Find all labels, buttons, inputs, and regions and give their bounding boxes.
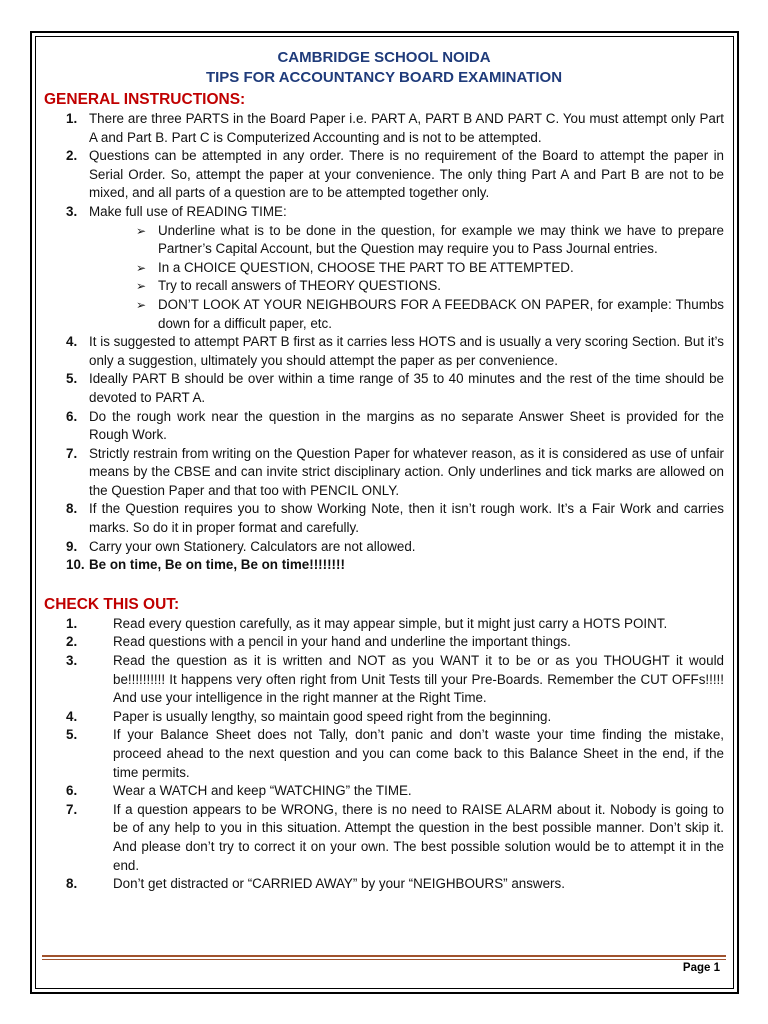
bullet-text: Try to recall answers of THEORY QUESTIONS.	[158, 278, 442, 294]
item-text: If a question appears to be WRONG, there is no need to RAISE ALARM about it. Nobody is going to be of any help to you in this situation. Attempt the question in the best possible manner. Don’t skip it. And please don’t try to correct it on your own. The best possible solution would be to attempt it in the end.	[113, 801, 724, 873]
item-number: 3.	[66, 653, 78, 669]
item-text: If your Balance Sheet does not Tally, don’t panic and don’t waste your time finding the mistake, proceed ahead to the next question and you can come back to this Balance Sheet in the end, if the time permits.	[113, 727, 724, 780]
item-number: 5.	[66, 727, 78, 743]
general-instructions-list	[44, 110, 724, 222]
list-item	[44, 726, 724, 782]
list-item	[44, 633, 724, 652]
item-number: 7.	[66, 801, 78, 817]
document-subtitle: TIPS FOR ACCOUNTANCY BOARD EXAMINATION	[205, 69, 563, 86]
item-number: 5.	[66, 371, 78, 387]
list-item	[44, 203, 724, 222]
arrow-bullet-icon: ➢	[136, 297, 147, 312]
list-item	[44, 333, 724, 370]
list-item	[44, 110, 724, 147]
arrow-bullet-icon: ➢	[136, 260, 147, 275]
list-item	[44, 445, 724, 501]
item-text: It is suggested to attempt PART B first as it carries less HOTS and is usually a very scoring Section. But it’s only a suggestion, ultimately you should attempt the paper as per convenience.	[89, 334, 724, 368]
check-this-out-list	[44, 615, 724, 894]
list-item	[44, 801, 724, 875]
list-item	[44, 782, 724, 801]
item-text: Wear a WATCH and keep “WATCHING” the TIME.	[113, 783, 412, 799]
bullet-text: Underline what is to be done in the question, for example we may think we have to prepare Partner’s Capital Account, but the Question may require you to Pass Journal entries.	[158, 222, 724, 257]
list-item	[44, 259, 724, 278]
general-instructions-heading: GENERAL INSTRUCTIONS:	[44, 91, 246, 108]
item-number: 6.	[66, 408, 78, 424]
item-number: 10.	[66, 557, 85, 573]
item-text: Make full use of READING TIME:	[89, 203, 287, 219]
list-item	[44, 615, 724, 634]
page-number: Page 1	[682, 962, 720, 974]
list-item	[44, 370, 724, 407]
item-text: Do the rough work near the question in the margins as no separate Answer Sheet is provided for the Rough Work.	[89, 408, 724, 443]
item-number: 3.	[66, 203, 78, 219]
item-number: 1.	[66, 615, 78, 631]
school-title: CAMBRIDGE SCHOOL NOIDA	[277, 49, 491, 66]
item-text: Don’t get distracted or “CARRIED AWAY” by your “NEIGHBOURS” answers.	[113, 876, 565, 892]
item-number: 8.	[66, 501, 78, 517]
item-text: Read every question carefully, as it may appear simple, but it might just carry a HOTS POINT.	[113, 615, 668, 631]
list-item	[44, 875, 724, 894]
list-item	[44, 222, 724, 259]
footer-divider	[42, 955, 726, 957]
item-number: 6.	[66, 783, 78, 799]
item-text: Ideally PART B should be over within a time range of 35 to 40 minutes and the rest of the time should be devoted to PART A.	[89, 371, 724, 405]
list-item	[44, 538, 724, 557]
list-item	[44, 652, 724, 708]
item-text: Read the question as it is written and NOT as you WANT it to be or as you THOUGHT it would be!!!!!!!!!! It happens very often right from Unit Tests till your Pre-Boards. Remember the CUT OFFs!!!!! And use your intelligence in the right manner at the Right Time.	[113, 653, 724, 706]
item-number: 2.	[66, 148, 78, 164]
arrow-bullet-icon: ➢	[136, 279, 147, 294]
item-text: Be on time, Be on time, Be on time!!!!!!!!	[89, 557, 345, 573]
bullet-text: In a CHOICE QUESTION, CHOOSE THE PART TO BE ATTEMPTED.	[158, 259, 574, 275]
bullet-text: DON’T LOOK AT YOUR NEIGHBOURS FOR A FEEDBACK ON PAPER, for example: Thumbs down for a difficult paper, etc.	[158, 296, 724, 331]
arrow-bullet-icon: ➢	[136, 223, 147, 238]
reading-time-bullets	[44, 222, 724, 334]
footer-divider-thin	[42, 959, 726, 960]
item-number: 1.	[66, 111, 78, 126]
item-number: 9.	[66, 538, 78, 554]
list-item	[44, 147, 724, 203]
list-item	[44, 556, 724, 575]
list-item	[44, 296, 724, 333]
list-item	[44, 277, 724, 296]
list-item	[44, 500, 724, 537]
item-text: If the Question requires you to show Working Note, then it isn’t rough work. It’s a Fair Work and carries marks. So do it in proper format and carefully.	[89, 501, 724, 536]
item-text: Read questions with a pencil in your hand and underline the important things.	[113, 634, 571, 650]
item-number: 4.	[66, 708, 78, 724]
list-item	[44, 708, 724, 727]
check-this-out-heading: CHECK THIS OUT:	[44, 595, 180, 613]
item-number: 4.	[66, 334, 78, 350]
item-number: 7.	[66, 445, 78, 461]
item-number: 8.	[66, 876, 78, 892]
item-text: There are three PARTS in the Board Paper i.e. PART A, PART B AND PART C. You must attempt only Part A and Part B. Part C is Computerized Accounting and is not to be attempted.	[89, 111, 724, 145]
general-instructions-list-continued	[44, 333, 724, 575]
item-text: Carry your own Stationery. Calculators are not allowed.	[89, 538, 416, 554]
item-number: 2.	[66, 634, 78, 650]
page-content	[44, 48, 724, 894]
list-item	[44, 408, 724, 445]
item-text: Paper is usually lengthy, so maintain good speed right from the beginning.	[113, 708, 552, 724]
item-text: Strictly restrain from writing on the Question Paper for whatever reason, as it is considered as use of unfair means by the CBSE and can invite strict disciplinary action. Only underlines and tick marks are allowed on the Question Paper and that too with PENCIL ONLY.	[89, 445, 724, 498]
item-text: Questions can be attempted in any order. There is no requirement of the Board to attempt the paper in Serial Order. So, attempt the paper at your convenience. The only thing Part A and Part B are not to be mixed, and all parts of a question are to be attempted together only.	[89, 148, 724, 201]
